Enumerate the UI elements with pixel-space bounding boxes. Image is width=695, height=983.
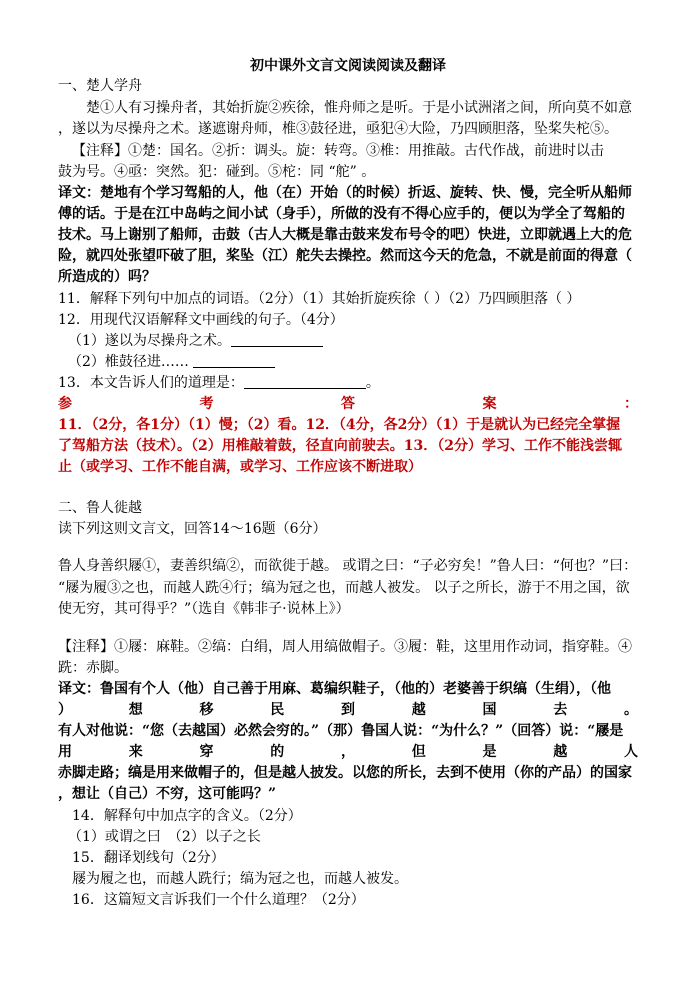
question-15: 15．翻译划线句（2分）: [72, 850, 225, 866]
section-heading-chu: 一、楚人学舟: [58, 78, 142, 94]
passage-line: 楚①人有习操舟者，其始折旋②疾徐，惟舟师之是听。于是小试洲渚之间，所向莫不如意: [86, 100, 632, 116]
question-12-part1: [58, 331, 648, 351]
answer-heading: [58, 394, 638, 414]
answer-heading-char: 考: [199, 396, 214, 412]
question-text: （1）遂以为尽操舟之术。: [68, 333, 231, 349]
question-14: 14．解释句中加点字的含义。（2分）: [72, 808, 302, 824]
spaced-char: 越: [411, 702, 426, 718]
translation-line: 有人对他说：“您（去越国）必然会穷的。”（那）鲁国人说：“为什么？”（回答）说：“屦是: [58, 723, 624, 739]
spaced-char: 到: [341, 702, 355, 718]
answer-line: 11．（2分，各1分）（1）慢；（2）看。12．（4分，各2分）（1）于是就认为已经完全掌握: [58, 417, 621, 433]
spaced-char: 移: [199, 702, 214, 718]
question-12: 12．用现代汉语解释文中画线的句子。（4分）: [58, 312, 344, 328]
spaced-char: 的: [270, 744, 285, 760]
answer-heading-char: 案: [482, 396, 497, 412]
spaced-char: ）: [58, 702, 72, 718]
answer-blank[interactable]: [193, 353, 275, 368]
spaced-char: 用: [58, 744, 72, 760]
translation-line: 技术。马上谢别了船师，击鼓（古人大概是靠击鼓来发布号令的吧）快进，立即就遇上大的危: [58, 227, 632, 243]
annotation-line: 【注释】①屦：麻鞋。②缟：白绢，周人用缟做帽子。③履：鞋，这里用作动词，指穿鞋。④: [58, 639, 632, 655]
spaced-char: 越: [553, 744, 568, 760]
passage-line: ，遂以为尽操舟之术。遂遮谢舟师，椎③鼓径进，亟犯④大险，乃四顾胆落，坠桨失柁⑤。: [58, 121, 618, 137]
answer-blank[interactable]: [244, 374, 366, 389]
answer-blank[interactable]: [231, 332, 323, 347]
passage-line: 鲁人身善织屦①，妻善织缟②，而欲徙于越。 或谓之曰：“子必穷矣！”鲁人曰：“何也？”曰：: [58, 558, 638, 574]
spaced-char: 是: [482, 744, 497, 760]
answer-line: 止（或学习、工作不能自满，或学习、工作应该不断进取）: [58, 459, 422, 475]
spaced-char: 人: [624, 744, 638, 760]
question-12-part2: [58, 352, 648, 372]
spaced-char: 想: [128, 702, 143, 718]
translation-line: 傅的话。于是在江中岛屿之间小试（身手），所做的没有不得心应手的，便以为学全了驾船的: [58, 206, 625, 222]
translation-line: 险，就四处张望吓破了胆，桨坠（江）舵失去操控。然而这今天的危急，不就是前面的得意（: [58, 248, 632, 264]
translation-line: 译文：楚地有个学习驾船的人，他（在）开始（的时候）折返、旋转、快、慢，完全听从船师: [58, 185, 632, 201]
spaced-char: 来: [128, 744, 143, 760]
question-11: 11．解释下列句中加点的词语。（2分）（1）其始折旋疾徐（ ）（2）乃四顾胆落（ ）: [58, 291, 581, 307]
annotation-line: 跣：赤脚。: [58, 660, 128, 676]
spaced-char: 但: [411, 744, 426, 760]
passage-line: “屦为履③之也，而越人跣④行；缟为冠之也，而越人被发。 以子之所长，游于不用之国，欲: [58, 580, 630, 596]
question-14-parts: （1）或谓之曰 （2）以子之长: [68, 829, 261, 845]
passage-line: 使无穷，其可得乎？”（选自《韩非子·说林上》）: [58, 601, 350, 617]
question-15-sentence: 屦为履之也，而越人跣行；缟为冠之也，而越人被发。: [72, 871, 408, 887]
question-text-end: 。: [365, 375, 380, 391]
question-16: 16．这篇短文言诉我们一个什么道理？（2分）: [72, 892, 365, 908]
translation-line: 译文：鲁国有个人（他）自己善于用麻、葛编织鞋子，（他的）老婆善于织缟（生绢），（他: [58, 681, 611, 697]
spaced-char: 穿: [199, 744, 214, 760]
spaced-char: 民: [270, 702, 285, 718]
spaced-char: 。: [624, 702, 638, 718]
question-text: 13．本文告诉人们的道理是：: [58, 375, 244, 391]
translation-line: 所造成的）吗？: [58, 269, 156, 285]
translation-line: ，想让（自己）不穷，这可能吗？”: [58, 786, 277, 802]
question-13: [58, 373, 638, 393]
translation-line: 赤脚走路；缟是用来做帽子的，但是越人披发。以您的所长，去到不使用（你的产品）的国家: [58, 765, 632, 781]
section-intro: 读下列这则文言文，回答14～16题（6分）: [58, 521, 327, 537]
answer-heading-char: 参: [58, 396, 72, 412]
spaced-char: 国: [482, 702, 497, 718]
annotation-line: 【注释】①楚：国名。②折：调头。旋：转弯。③椎：用推敲。古代作战，前进时以击: [72, 143, 604, 159]
section-heading-lu: 二、鲁人徙越: [58, 500, 142, 516]
page-title: 初中课外文言文阅读阅读及翻译: [250, 58, 446, 74]
translation-line-spaced: [58, 700, 638, 720]
spaced-char: 去: [553, 702, 568, 718]
translation-line-spaced: [58, 742, 638, 762]
annotation-line: 鼓为号。④亟：突然。犯：碰到。⑤柁：同 “舵” 。: [58, 164, 376, 180]
answer-heading-char: ：: [624, 396, 638, 412]
question-text: （2）椎鼓径进……: [68, 354, 194, 370]
answer-heading-char: 答: [341, 396, 355, 412]
spaced-char: ，: [341, 744, 355, 760]
answer-line: 了驾船方法（技术）。（2）用椎敲着鼓，径直向前驶去。13．（2分）学习、工作不能浅尝辄: [58, 438, 622, 454]
